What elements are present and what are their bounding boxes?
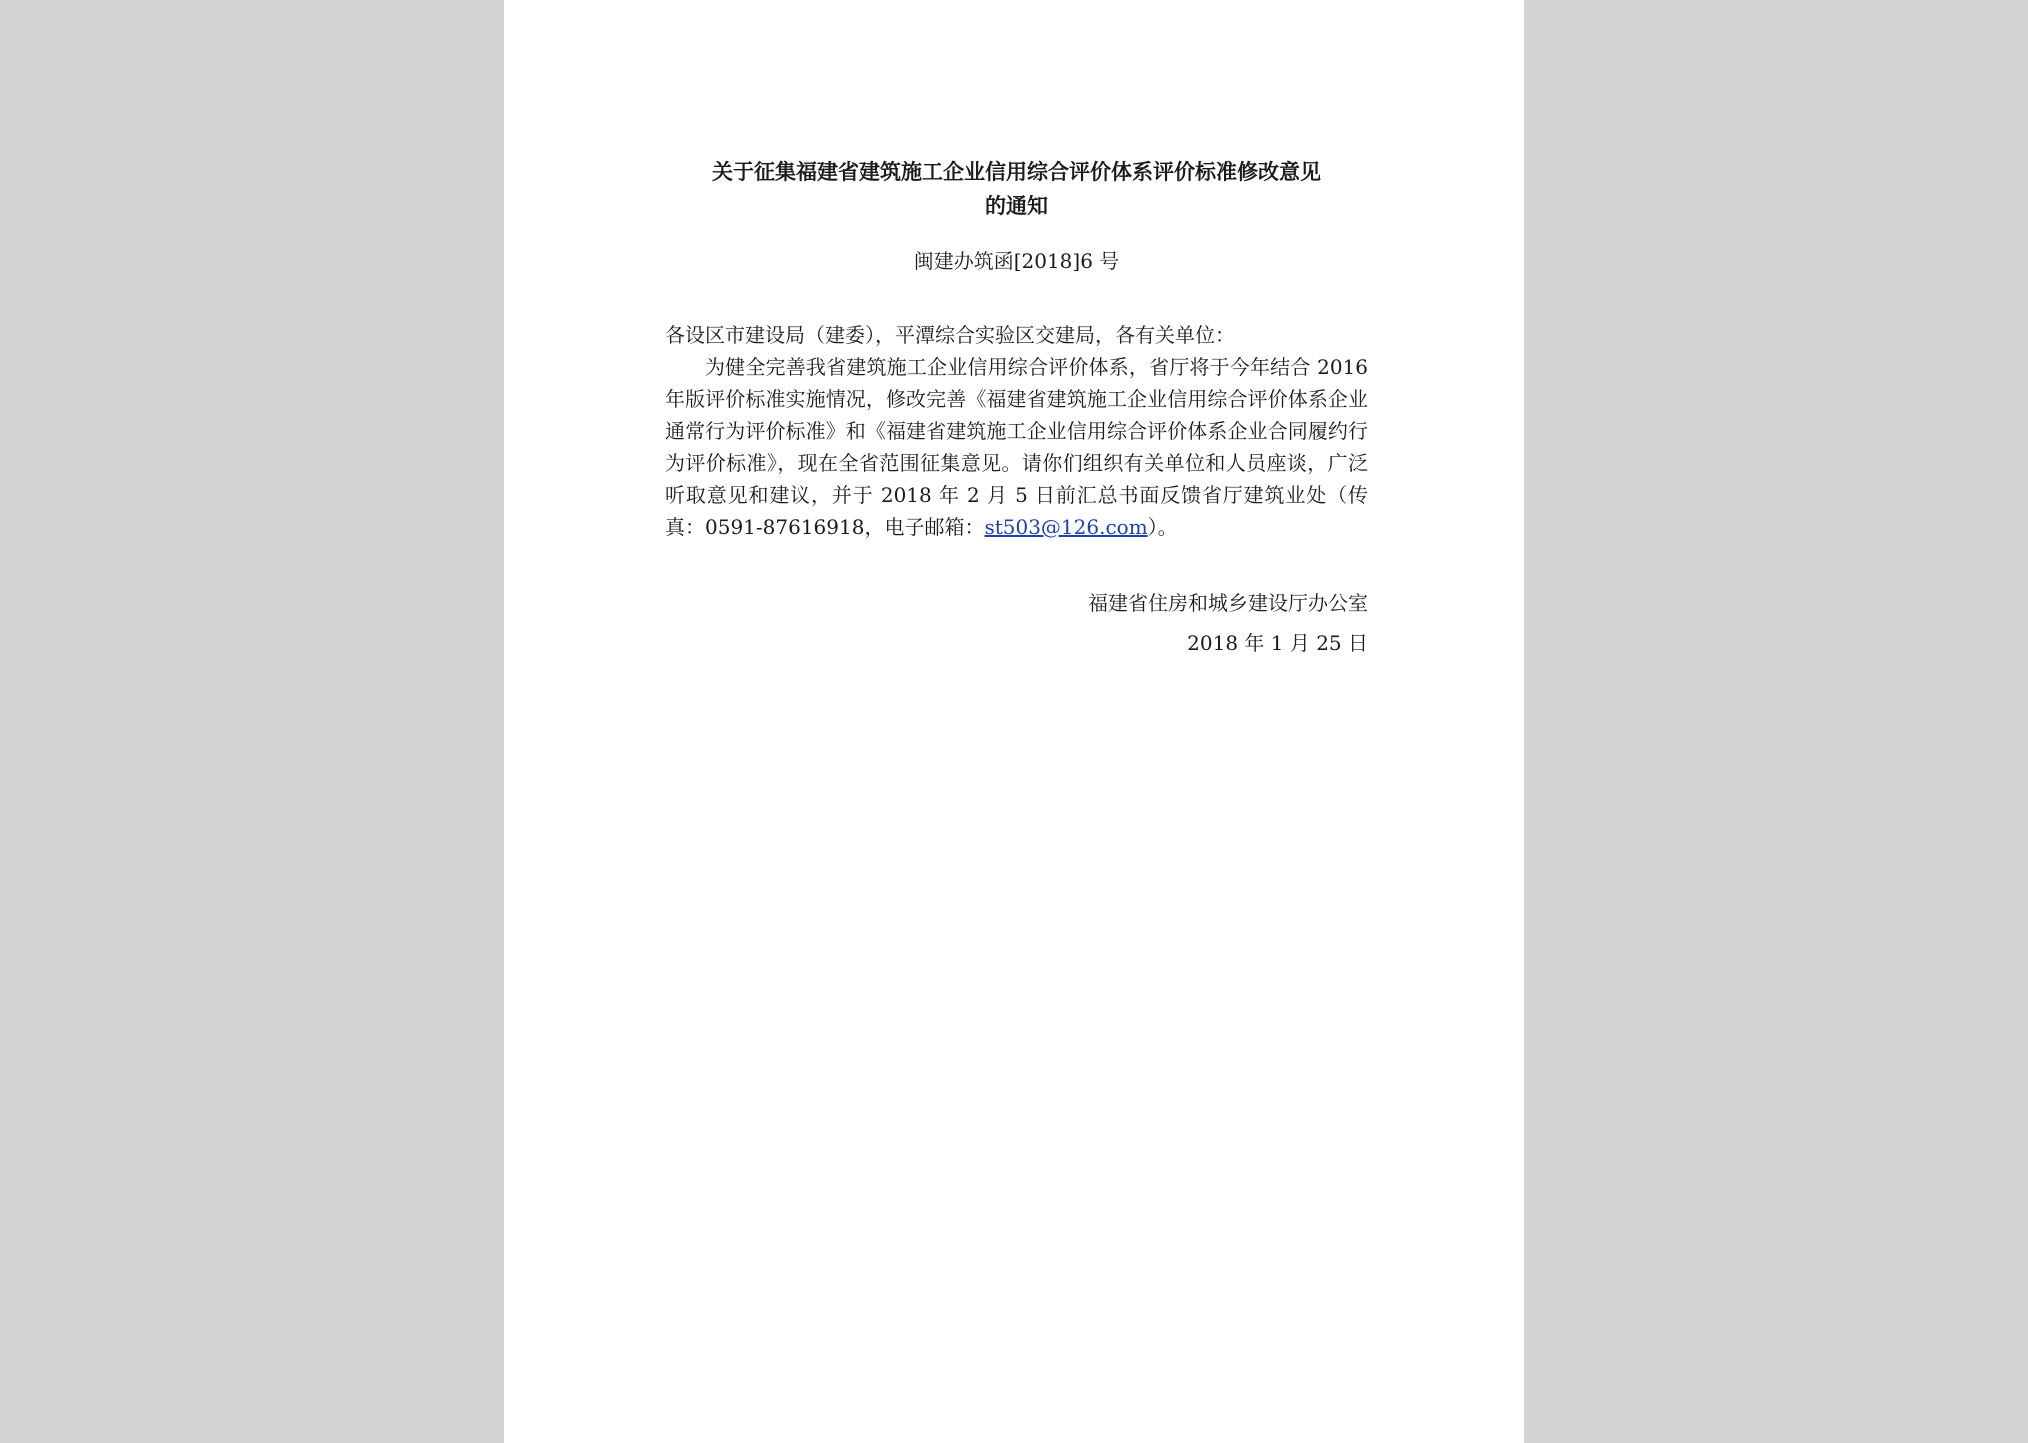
- signature-block: [665, 583, 1368, 663]
- title-line-1: 关于征集福建省建筑施工企业信用综合评价体系评价标准修改意见: [712, 160, 1321, 184]
- issue-date: 2018 年 1 月 25 日: [1187, 631, 1368, 655]
- document-content: [665, 155, 1368, 663]
- title-line-2: 的通知: [985, 194, 1048, 218]
- addressee: 各设区市建设局（建委），平潭综合实验区交建局，各有关单位：: [665, 323, 1235, 347]
- document-title: [665, 155, 1368, 223]
- body-text-end: ）。: [1147, 515, 1178, 539]
- email-link[interactable]: st503@126.com: [984, 515, 1148, 539]
- issuer-name: 福建省住房和城乡建设厅办公室: [1088, 591, 1368, 615]
- document-page: [504, 0, 1524, 1443]
- body-paragraph: [665, 351, 1368, 543]
- body-text-main: 为健全完善我省建筑施工企业信用综合评价体系，省厅将于今年结合 2016 年版评价标准实施情况，修改完善《福建省建筑施工企业信用综合评价体系企业通常行为评价标准》和《福建省建筑施工企业信用综合评价体系企业合同履约行为评价标准》，现在全省范围征集意见。请你们组织有关单位和人员座谈，广泛听取意见和建议，并于 2018 年 2 月 5 日前汇总书面反馈省厅建筑业处（传真：0591-87616918，电子邮箱：: [665, 355, 1368, 539]
- document-number: 闽建办筑函[2018]6 号: [913, 249, 1120, 273]
